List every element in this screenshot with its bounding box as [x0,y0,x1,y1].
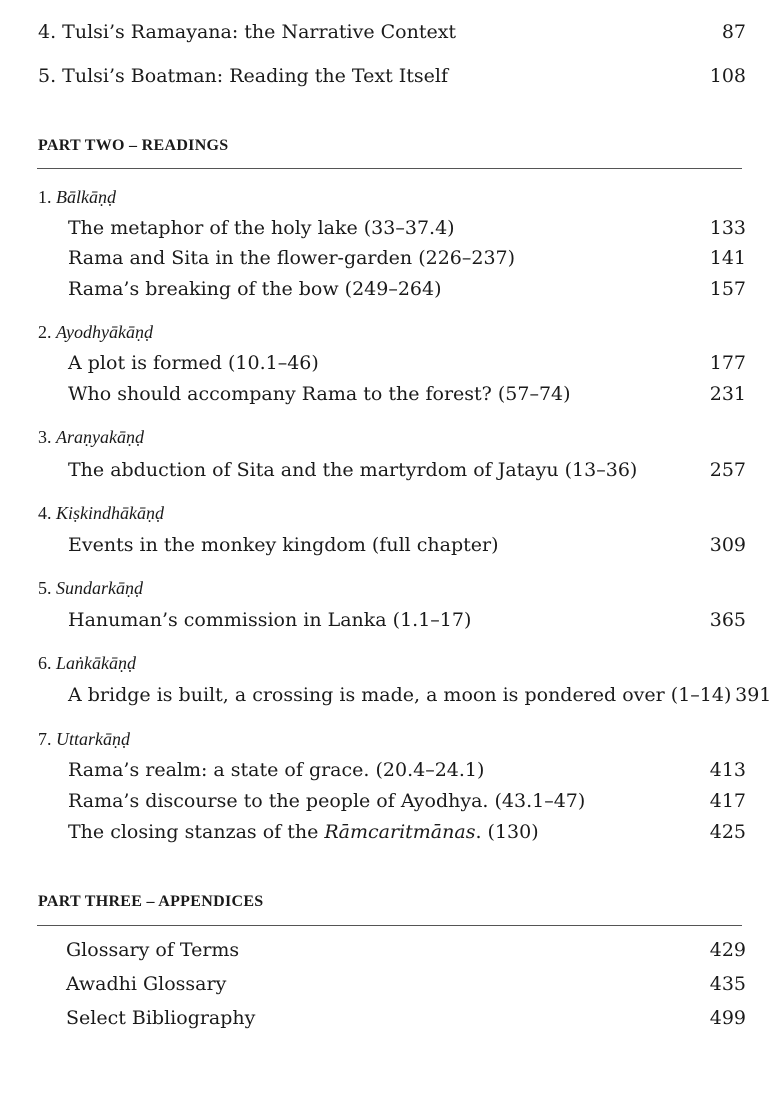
toc-entry-page: 413 [709,759,746,781]
toc-entry-page: 108 [709,65,746,87]
toc-entry-title: A plot is formed (10.1–46) [68,352,319,374]
toc-entry-title: A bridge is built, a crossing is made, a moon is pondered over (1–14) [68,684,732,706]
toc-entry-page: 177 [709,352,746,374]
toc-entry-title: Events in the monkey kingdom (full chapter) [68,534,499,556]
toc-entry[interactable] [68,348,746,378]
toc-entry-page: 157 [709,278,746,300]
divider [37,168,742,169]
toc-entry-page: 417 [709,790,746,812]
toc-entry[interactable] [68,530,746,560]
toc-entry-title: The abduction of Sita and the martyrdom of Jatayu (13–36) [68,459,638,481]
toc-entry[interactable] [66,969,746,999]
toc-entry[interactable] [68,379,746,409]
toc-entry-page: 425 [709,821,746,843]
toc-entry-title: Hanuman’s commission in Lanka (1.1–17) [68,609,472,631]
toc-entry[interactable] [68,755,746,785]
toc-entry-title: Rama’s realm: a state of grace. (20.4–24.1) [68,759,485,781]
toc-entry-title: Glossary of Terms [66,939,240,961]
toc-entry-title: 5. Tulsi’s Boatman: Reading the Text Itself [38,65,448,87]
toc-entry[interactable] [38,17,746,47]
toc-entry-title: Awadhi Glossary [66,973,227,995]
toc-entry-page: 87 [721,21,746,43]
book-heading: 5. Sundarkāṇḍ [38,578,143,598]
book-heading: 6. Laṅkākāṇḍ [38,653,136,673]
toc-entry[interactable] [68,455,746,485]
toc-entry-title: Rama’s discourse to the people of Ayodhya. (43.1–47) [68,790,586,812]
book-heading: 1. Bālkāṇḍ [38,187,116,207]
book-heading: 3. Araṇyakāṇḍ [38,427,144,447]
toc-entry-title: Who should accompany Rama to the forest? (57–74) [68,383,571,405]
toc-entry[interactable] [68,786,746,816]
toc-entry-page: 309 [709,534,746,556]
toc-entry[interactable] [68,274,746,304]
toc-entry-title: Rama’s breaking of the bow (249–264) [68,278,442,300]
toc-entry-title: The metaphor of the holy lake (33–37.4) [68,217,455,239]
toc-entry-title: Rama and Sita in the flower-garden (226–237) [68,247,516,269]
divider [37,925,742,926]
toc-entry[interactable] [66,1003,746,1033]
toc-entry-page: 365 [709,609,746,631]
toc-entry-page: 133 [709,217,746,239]
toc-entry-page: 141 [709,247,746,269]
book-heading: 2. Ayodhyākāṇḍ [38,322,153,342]
toc-entry-title: 4. Tulsi’s Ramayana: the Narrative Context [38,21,457,43]
book-heading: 4. Kiṣkindhākāṇḍ [38,503,164,523]
toc-entry[interactable] [68,817,746,847]
toc-entry[interactable] [38,61,746,91]
toc-entry[interactable] [68,213,746,243]
toc-entry-page: 231 [709,383,746,405]
toc-entry[interactable] [68,680,772,710]
toc-entry-title: Select Bibliography [66,1007,256,1029]
part-two-heading: PART TWO – READINGS [38,137,229,154]
toc-entry-title: The closing stanzas of the Rāmcaritmānas. (130) [68,821,539,843]
toc-entry-page: 391 [735,684,772,706]
part-three-heading: PART THREE – APPENDICES [38,893,264,910]
toc-entry-page: 435 [709,973,746,995]
toc-entry[interactable] [68,605,746,635]
toc-entry-page: 257 [709,459,746,481]
toc-entry-page: 429 [709,939,746,961]
toc-entry-page: 499 [709,1007,746,1029]
toc-entry[interactable] [68,243,746,273]
book-heading: 7. Uttarkāṇḍ [38,729,130,749]
toc-entry[interactable] [66,935,746,965]
